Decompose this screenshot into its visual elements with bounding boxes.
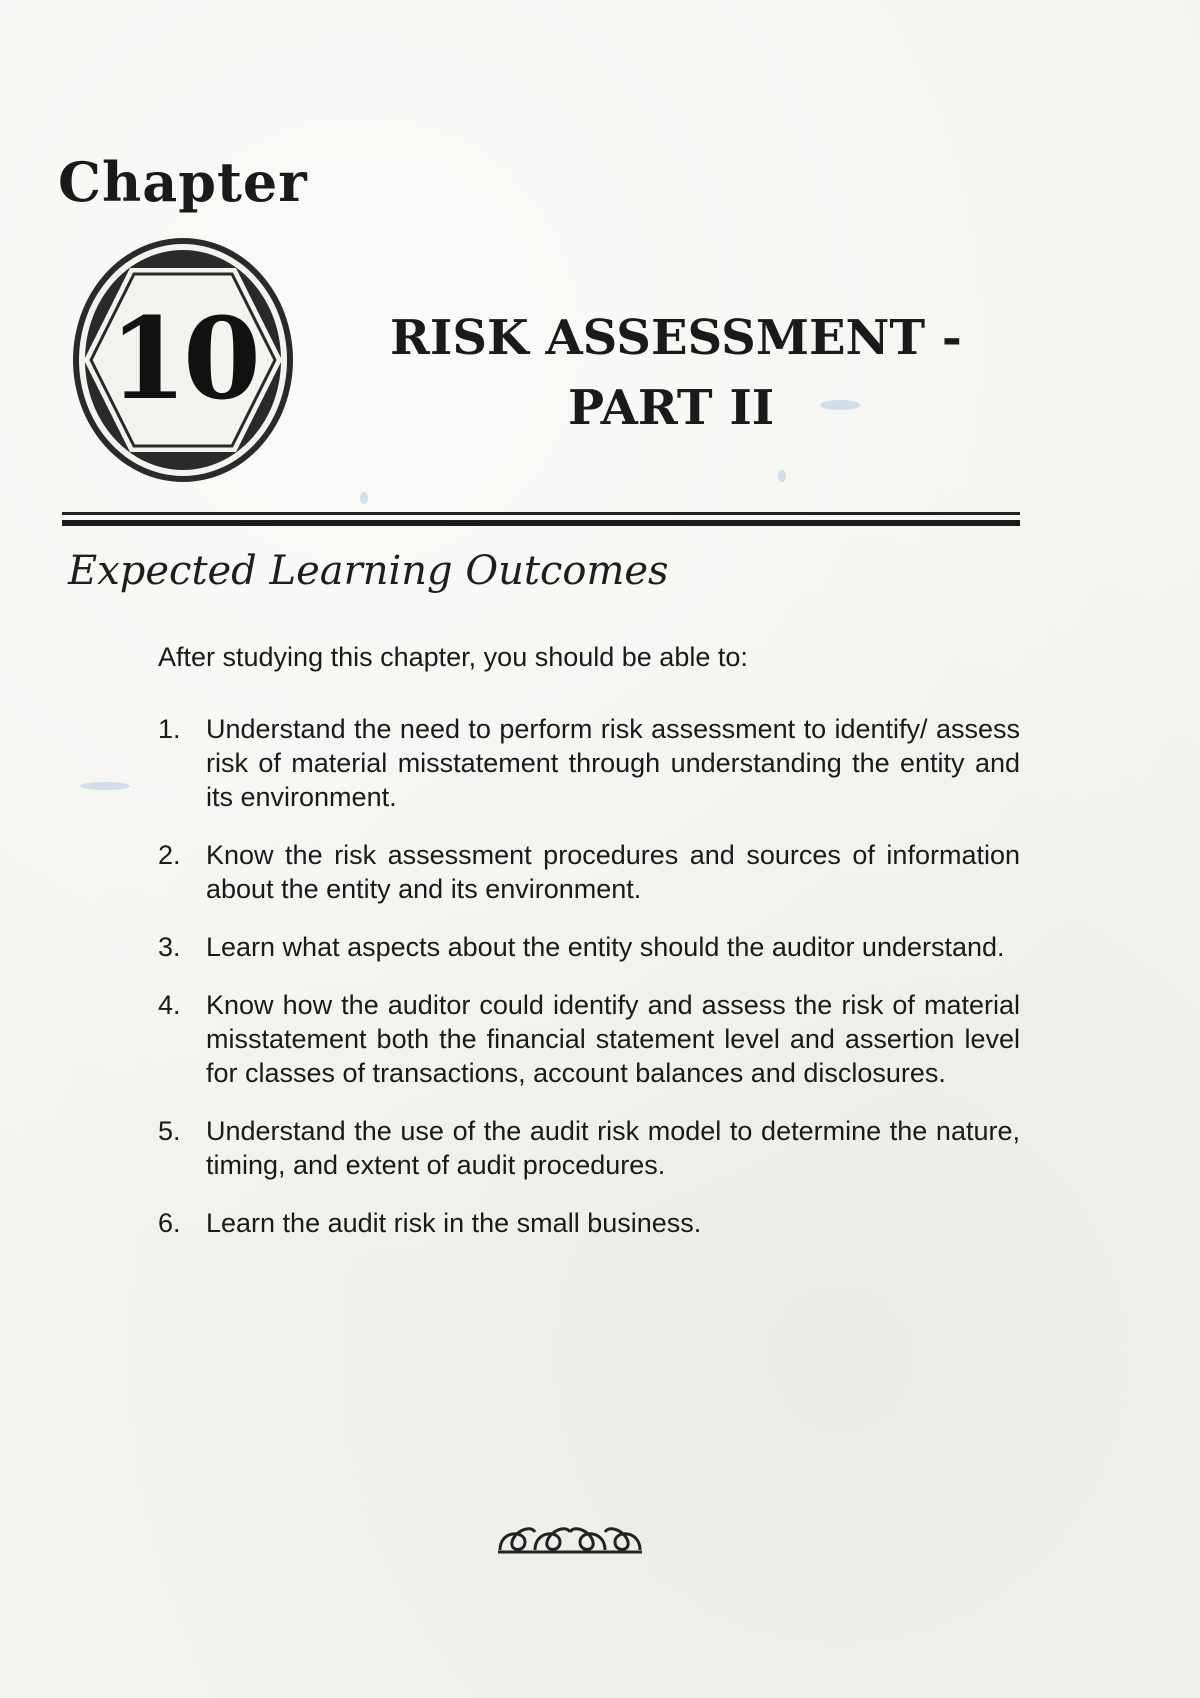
outcome-number: 6.	[158, 1208, 181, 1238]
outcome-text: Understand the need to perform risk assessment to identify/ assess risk of material misstatement through understanding the entity and its environment.	[206, 714, 1020, 812]
ink-smudge	[80, 782, 130, 790]
divider-thick	[62, 520, 1020, 526]
ink-smudge	[360, 492, 368, 504]
ink-smudge	[820, 400, 860, 410]
outcome-text: Learn what aspects about the entity should the auditor understand.	[206, 932, 1005, 962]
outcome-item	[158, 838, 1020, 906]
learning-outcomes-list	[158, 712, 1020, 1264]
intro-text: After studying this chapter, you should be able to:	[158, 642, 748, 672]
outcome-number: 2.	[158, 840, 181, 870]
outcome-item	[158, 712, 1020, 814]
outcome-number: 5.	[158, 1116, 181, 1146]
outcome-number: 1.	[158, 714, 181, 744]
chapter-number-badge	[68, 232, 298, 487]
outcome-item	[158, 930, 1020, 964]
chapter-title-line-1: RISK ASSESSMENT -	[390, 310, 962, 366]
outcome-text: Know the risk assessment procedures and sources of information about the entity and its environment.	[206, 840, 1020, 904]
divider-thin	[62, 512, 1020, 515]
section-heading: Expected Learning Outcomes	[68, 548, 669, 594]
ink-smudge	[778, 470, 786, 482]
chapter-label: Chapter	[58, 150, 308, 214]
outcome-number: 3.	[158, 932, 181, 962]
chapter-number: 10	[109, 294, 257, 425]
chapter-title-line-2: PART II	[568, 380, 775, 436]
outcome-text: Learn the audit risk in the small business.	[206, 1208, 702, 1238]
outcome-number: 4.	[158, 990, 181, 1020]
outcome-item	[158, 988, 1020, 1090]
outcome-item	[158, 1206, 1020, 1240]
outcome-text: Understand the use of the audit risk model to determine the nature, timing, and extent of audit procedures.	[206, 1116, 1020, 1180]
outcome-text: Know how the auditor could identify and assess the risk of material misstatement both the financial statement level and assertion level for classes of transactions, account balances and disclosures.	[206, 990, 1020, 1088]
decorative-flourish-icon	[490, 1512, 650, 1571]
outcome-item	[158, 1114, 1020, 1182]
